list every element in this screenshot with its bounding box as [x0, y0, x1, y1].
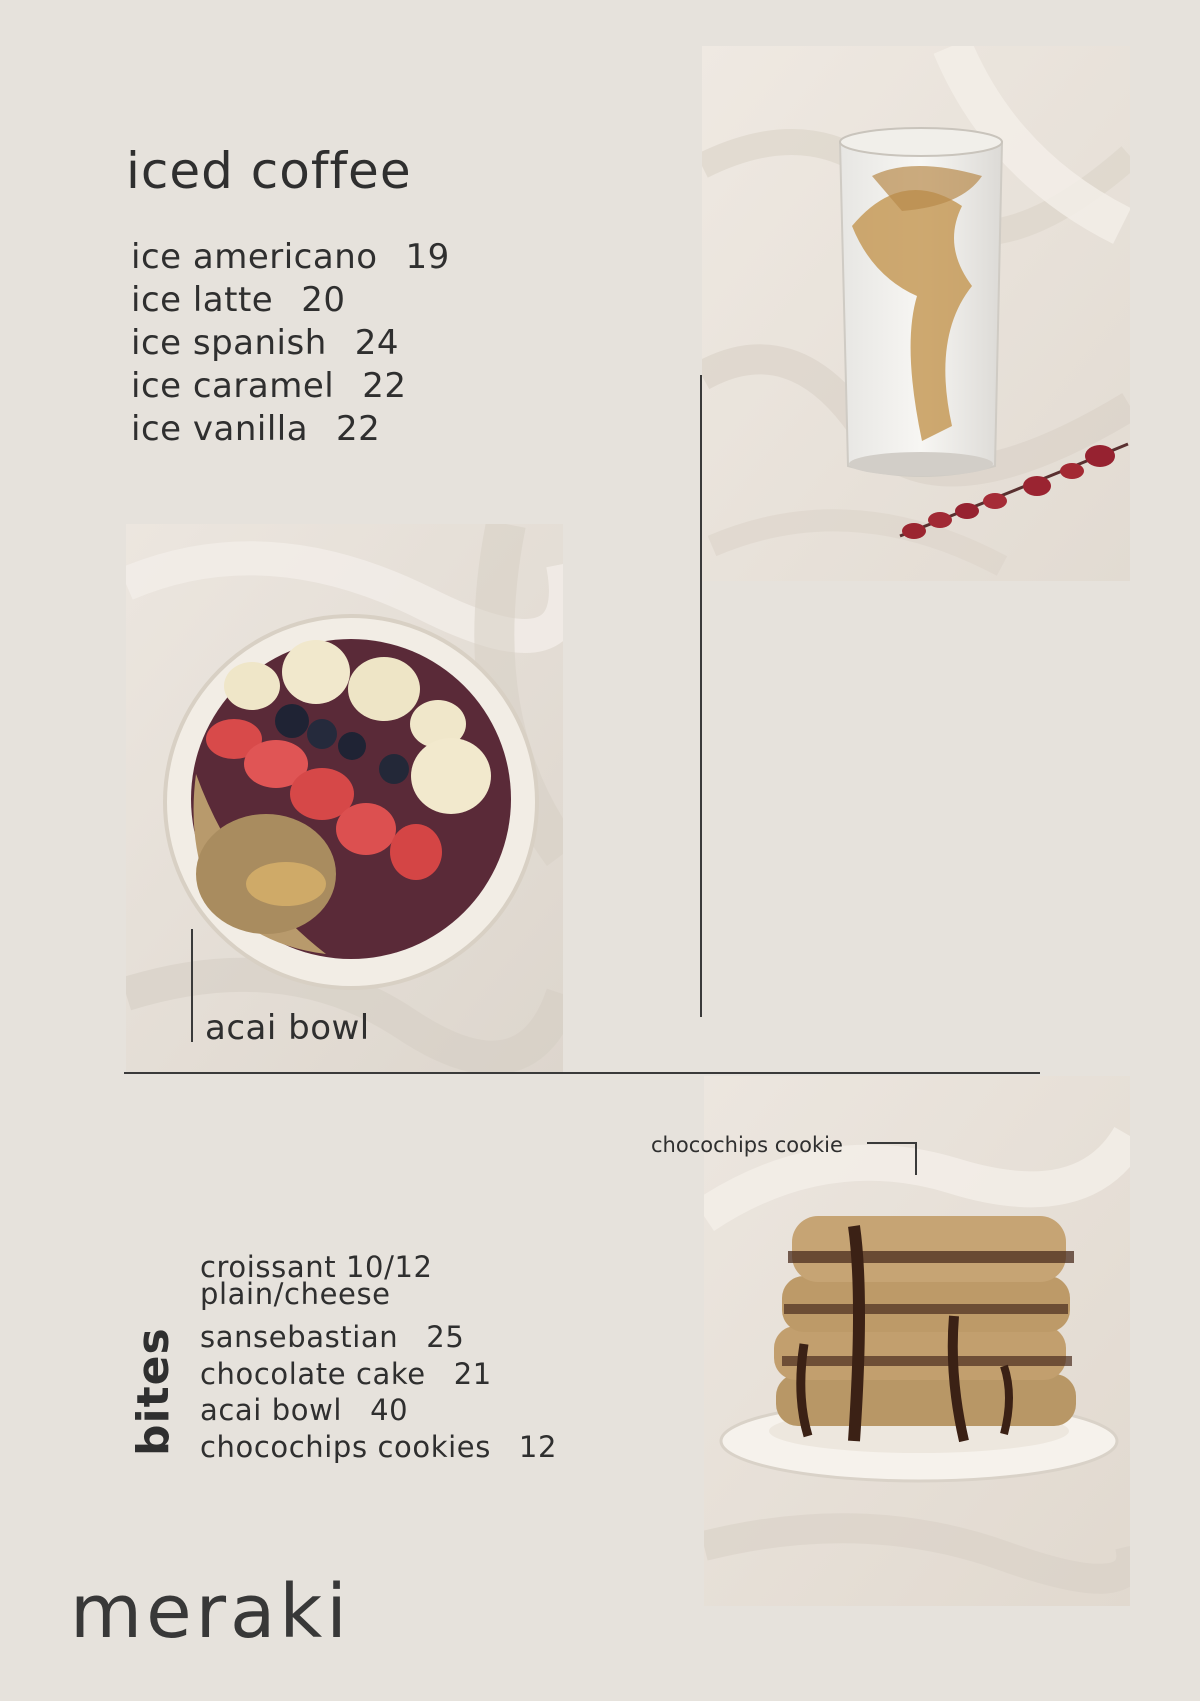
item-name: ice vanilla	[131, 409, 309, 449]
item-price: 40	[370, 1393, 409, 1427]
cookie-label-line-end	[915, 1142, 917, 1175]
acai-bowl-label: acai bowl	[205, 1008, 370, 1048]
menu-item	[200, 1319, 557, 1356]
iced-coffee-title: iced coffee	[126, 142, 412, 200]
item-price: 19	[405, 237, 450, 277]
item-price: 12	[518, 1429, 558, 1464]
cookie-label-line	[867, 1142, 917, 1144]
menu-item	[131, 279, 450, 322]
menu-item	[200, 1392, 557, 1429]
item-price: 24	[354, 323, 400, 363]
acai-label-line	[191, 929, 193, 1042]
item-price: 25	[426, 1320, 465, 1354]
item-name: ice spanish	[131, 323, 327, 363]
item-name: ice caramel	[131, 366, 335, 406]
chocochips-cookie-label: chocochips cookie	[651, 1133, 843, 1157]
bites-list	[200, 1249, 557, 1465]
item-name: ice latte	[131, 280, 274, 320]
menu-item	[131, 408, 450, 451]
vertical-divider	[700, 375, 702, 1017]
item-price: 21	[453, 1356, 492, 1391]
item-name: sansebastian	[200, 1320, 399, 1354]
menu-item	[200, 1429, 557, 1466]
menu-item	[131, 365, 450, 408]
item-note: plain/cheese	[200, 1277, 391, 1311]
horizontal-divider	[124, 1072, 1040, 1074]
item-name: acai bowl	[200, 1393, 343, 1427]
item-price: 20	[301, 280, 346, 320]
item-price: 22	[336, 409, 381, 449]
menu-item	[131, 236, 450, 279]
iced-coffee-photo	[702, 46, 1130, 581]
item-name: ice americano	[131, 237, 378, 277]
item-name: chocolate cake	[200, 1356, 426, 1391]
iced-coffee-illustration	[702, 46, 1130, 581]
iced-coffee-list	[131, 236, 450, 451]
item-price: 10/12	[346, 1250, 433, 1284]
item-name: chocochips cookies	[200, 1429, 491, 1464]
brand-logo-text: meraki	[70, 1569, 351, 1655]
bites-title: bites	[128, 1327, 179, 1456]
item-price: 22	[362, 366, 407, 406]
menu-item	[131, 322, 450, 365]
menu-item	[200, 1356, 557, 1393]
item-name: croissant	[200, 1250, 337, 1284]
